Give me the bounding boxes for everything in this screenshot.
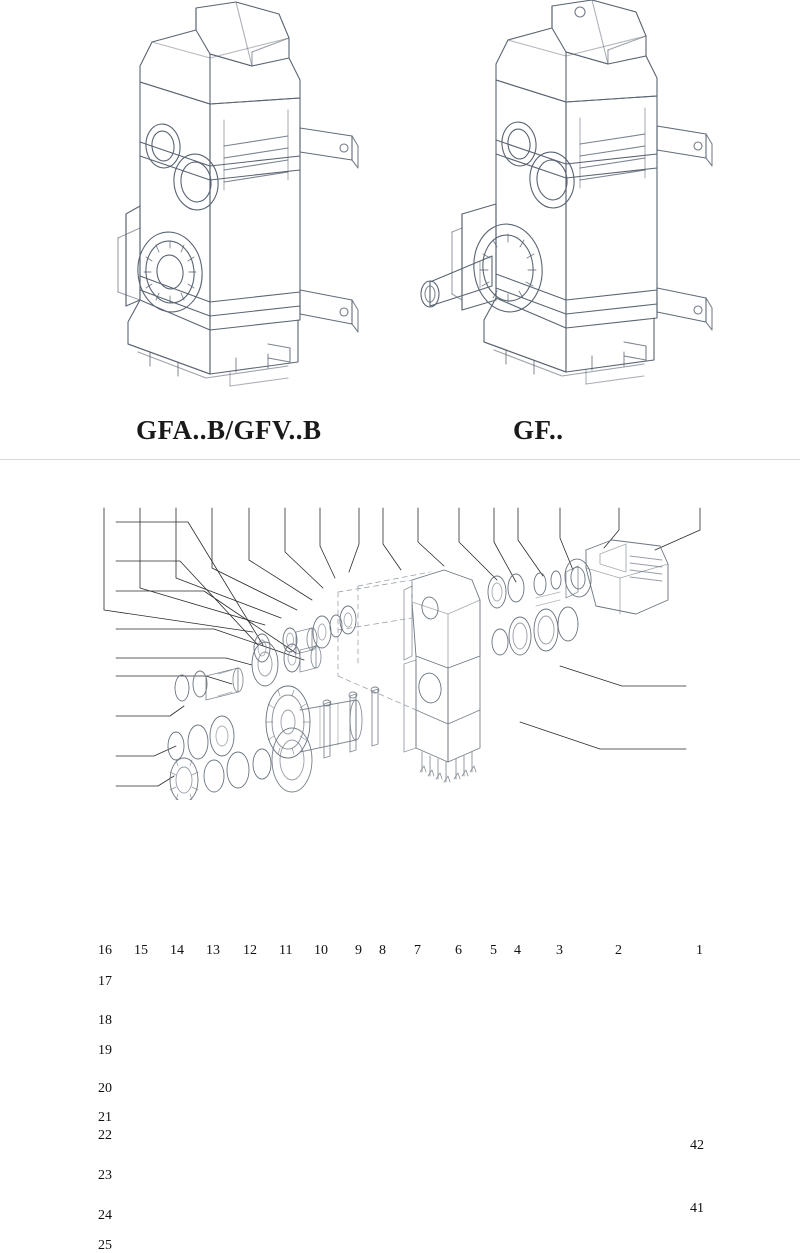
callout-5: 5 — [490, 943, 497, 958]
exploded-right-small-parts — [488, 571, 578, 655]
callout-14: 14 — [170, 943, 184, 958]
callout-9: 9 — [355, 943, 362, 958]
callout-18: 18 — [98, 1013, 112, 1028]
callout-7: 7 — [414, 943, 421, 958]
callout-20: 20 — [98, 1081, 112, 1096]
right-gear-unit-drawing — [421, 0, 712, 384]
callout-11: 11 — [279, 943, 293, 958]
callout-21: 21 — [98, 1110, 112, 1125]
callout-1: 1 — [696, 943, 703, 958]
callout-4: 4 — [514, 943, 521, 958]
caption-left-view: GFA..B/GFV..B — [136, 415, 322, 445]
callout-13: 13 — [206, 943, 220, 958]
callout-22: 22 — [98, 1128, 112, 1143]
exploded-housing — [404, 570, 480, 782]
callout-12: 12 — [243, 943, 257, 958]
exploded-mid-shaft-parts — [175, 642, 321, 701]
callout-8: 8 — [379, 943, 386, 958]
top-views-section — [0, 0, 800, 460]
callout-19: 19 — [98, 1043, 112, 1058]
top-views-drawing — [0, 0, 800, 460]
callout-42: 42 — [690, 1138, 704, 1153]
callout-24: 24 — [98, 1208, 112, 1223]
callout-41: 41 — [690, 1201, 704, 1216]
left-gear-unit-drawing — [118, 2, 358, 386]
callout-2: 2 — [615, 943, 622, 958]
exploded-lower-gear — [168, 686, 362, 800]
exploded-upper-shaft-parts — [254, 606, 356, 662]
callout-23: 23 — [98, 1168, 112, 1183]
exploded-view-section — [0, 460, 800, 1253]
exploded-pins — [323, 687, 379, 758]
callout-25: 25 — [98, 1238, 112, 1253]
callout-6: 6 — [455, 943, 462, 958]
caption-right-view: GF.. — [513, 415, 564, 445]
callout-10: 10 — [314, 943, 328, 958]
exploded-motor-block — [563, 540, 668, 614]
callout-17: 17 — [98, 974, 112, 989]
callout-15: 15 — [134, 943, 148, 958]
callout-16: 16 — [98, 943, 112, 958]
callout-3: 3 — [556, 943, 563, 958]
exploded-view-drawing — [0, 460, 800, 800]
